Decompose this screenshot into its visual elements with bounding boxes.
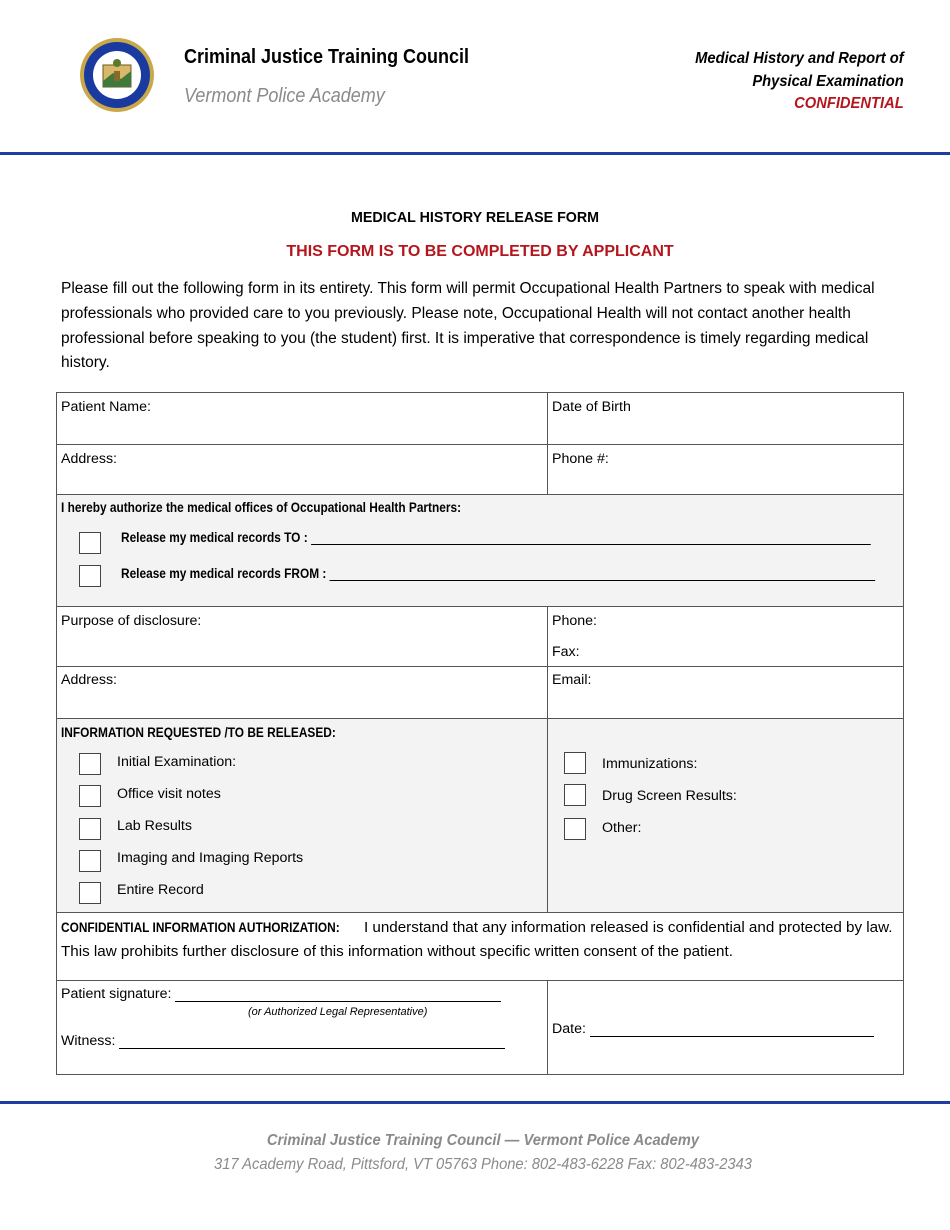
form-subtitle: THIS FORM IS TO BE COMPLETED BY APPLICANT bbox=[286, 243, 674, 260]
release-from-underline bbox=[330, 566, 876, 581]
col-divider bbox=[547, 606, 548, 912]
dob-field[interactable]: Date of Birth bbox=[552, 399, 631, 415]
address2-field[interactable]: Address: bbox=[61, 672, 117, 688]
immunizations-checkbox[interactable] bbox=[564, 752, 586, 774]
confidential-label: CONFIDENTIAL bbox=[794, 95, 904, 112]
witness-line[interactable] bbox=[61, 1033, 505, 1049]
patient-signature-underline bbox=[175, 987, 501, 1002]
release-from-checkbox[interactable] bbox=[79, 565, 101, 587]
other-label: Other: bbox=[602, 820, 642, 836]
row-divider bbox=[56, 444, 904, 445]
doc-title-line1: Medical History and Report of bbox=[695, 50, 904, 67]
purpose-field[interactable]: Purpose of disclosure: bbox=[61, 613, 202, 629]
release-to-label: Release my medical records TO : bbox=[121, 530, 308, 545]
imaging-label: Imaging and Imaging Reports bbox=[117, 850, 304, 866]
patient-name-field[interactable]: Patient Name: bbox=[61, 399, 151, 415]
release-to-underline bbox=[311, 530, 871, 545]
doc-title-line2: Physical Examination bbox=[752, 72, 904, 90]
date-underline bbox=[590, 1022, 874, 1037]
row-divider bbox=[56, 980, 904, 981]
footer-org: Criminal Justice Training Council — Vermont Police Academy bbox=[266, 1132, 700, 1149]
drug-screen-checkbox[interactable] bbox=[564, 784, 586, 806]
row-divider bbox=[56, 912, 904, 913]
authorize-label: I hereby authorize the medical offices of Occupational Health Partners: bbox=[61, 500, 462, 515]
release-to-line[interactable] bbox=[121, 530, 871, 545]
immunizations-label: Immunizations: bbox=[602, 756, 698, 772]
office-visit-label: Office visit notes bbox=[117, 786, 221, 802]
confidential-auth-text: I understand that any information released is confidential and protected by law. This law prohibits further disclosure of this information without specific written consent of the patient. bbox=[61, 919, 893, 960]
patient-signature-label: Patient signature: bbox=[61, 986, 172, 1002]
imaging-checkbox[interactable] bbox=[79, 850, 101, 872]
address-field[interactable]: Address: bbox=[61, 451, 117, 467]
drug-screen-label: Drug Screen Results: bbox=[602, 788, 737, 804]
patient-signature-line[interactable] bbox=[61, 986, 501, 1002]
date-line[interactable] bbox=[552, 1021, 874, 1037]
footer-rule bbox=[0, 1101, 950, 1104]
initial-exam-checkbox[interactable] bbox=[79, 753, 101, 775]
footer-contact: 317 Academy Road, Pittsford, VT 05763 Phone: 802-483-6228 Fax: 802-483-2343 bbox=[214, 1156, 752, 1173]
witness-underline bbox=[119, 1034, 505, 1049]
release-from-label: Release my medical records FROM : bbox=[121, 566, 327, 581]
row-divider bbox=[56, 666, 904, 667]
phone-field[interactable]: Phone #: bbox=[552, 451, 609, 467]
entire-record-checkbox[interactable] bbox=[79, 882, 101, 904]
row-divider bbox=[56, 606, 904, 607]
doc-title bbox=[695, 48, 904, 116]
release-to-checkbox[interactable] bbox=[79, 532, 101, 554]
row-divider bbox=[56, 718, 904, 719]
header-rule bbox=[0, 152, 950, 155]
org-title: Criminal Justice Training Council bbox=[184, 46, 470, 68]
col-divider bbox=[547, 392, 548, 494]
fax-field[interactable]: Fax: bbox=[552, 644, 580, 660]
phone2-field[interactable]: Phone: bbox=[552, 613, 597, 629]
org-subtitle: Vermont Police Academy bbox=[184, 85, 385, 107]
release-from-line[interactable] bbox=[121, 566, 875, 581]
date-label: Date: bbox=[552, 1021, 586, 1037]
other-checkbox[interactable] bbox=[564, 818, 586, 840]
col-divider bbox=[547, 980, 548, 1075]
witness-label: Witness: bbox=[61, 1033, 116, 1049]
lab-results-label: Lab Results bbox=[117, 818, 192, 834]
office-visit-checkbox[interactable] bbox=[79, 785, 101, 807]
confidential-auth-label: CONFIDENTIAL INFORMATION AUTHORIZATION: bbox=[61, 920, 340, 935]
lab-results-checkbox[interactable] bbox=[79, 818, 101, 840]
row-divider bbox=[56, 494, 904, 495]
legal-rep-note: (or Authorized Legal Representative) bbox=[248, 1006, 428, 1018]
seal-emblem bbox=[93, 51, 141, 99]
info-heading: INFORMATION REQUESTED /TO BE RELEASED: bbox=[61, 725, 336, 740]
initial-exam-label: Initial Examination: bbox=[117, 754, 237, 770]
form-title: MEDICAL HISTORY RELEASE FORM bbox=[350, 209, 600, 226]
email-field[interactable]: Email: bbox=[552, 672, 592, 688]
entire-record-label: Entire Record bbox=[117, 882, 204, 898]
intro-paragraph: Please fill out the following form in its entirety. This form will permit Occupational Health Partners to speak with medical professionals who provided care to you previously. Please note, Occupational Health will not contact another health professional before speaking to you (the student) first. It is imperative that correspondence is timely regarding medical history. bbox=[61, 280, 875, 372]
confidential-authorization bbox=[61, 916, 901, 964]
